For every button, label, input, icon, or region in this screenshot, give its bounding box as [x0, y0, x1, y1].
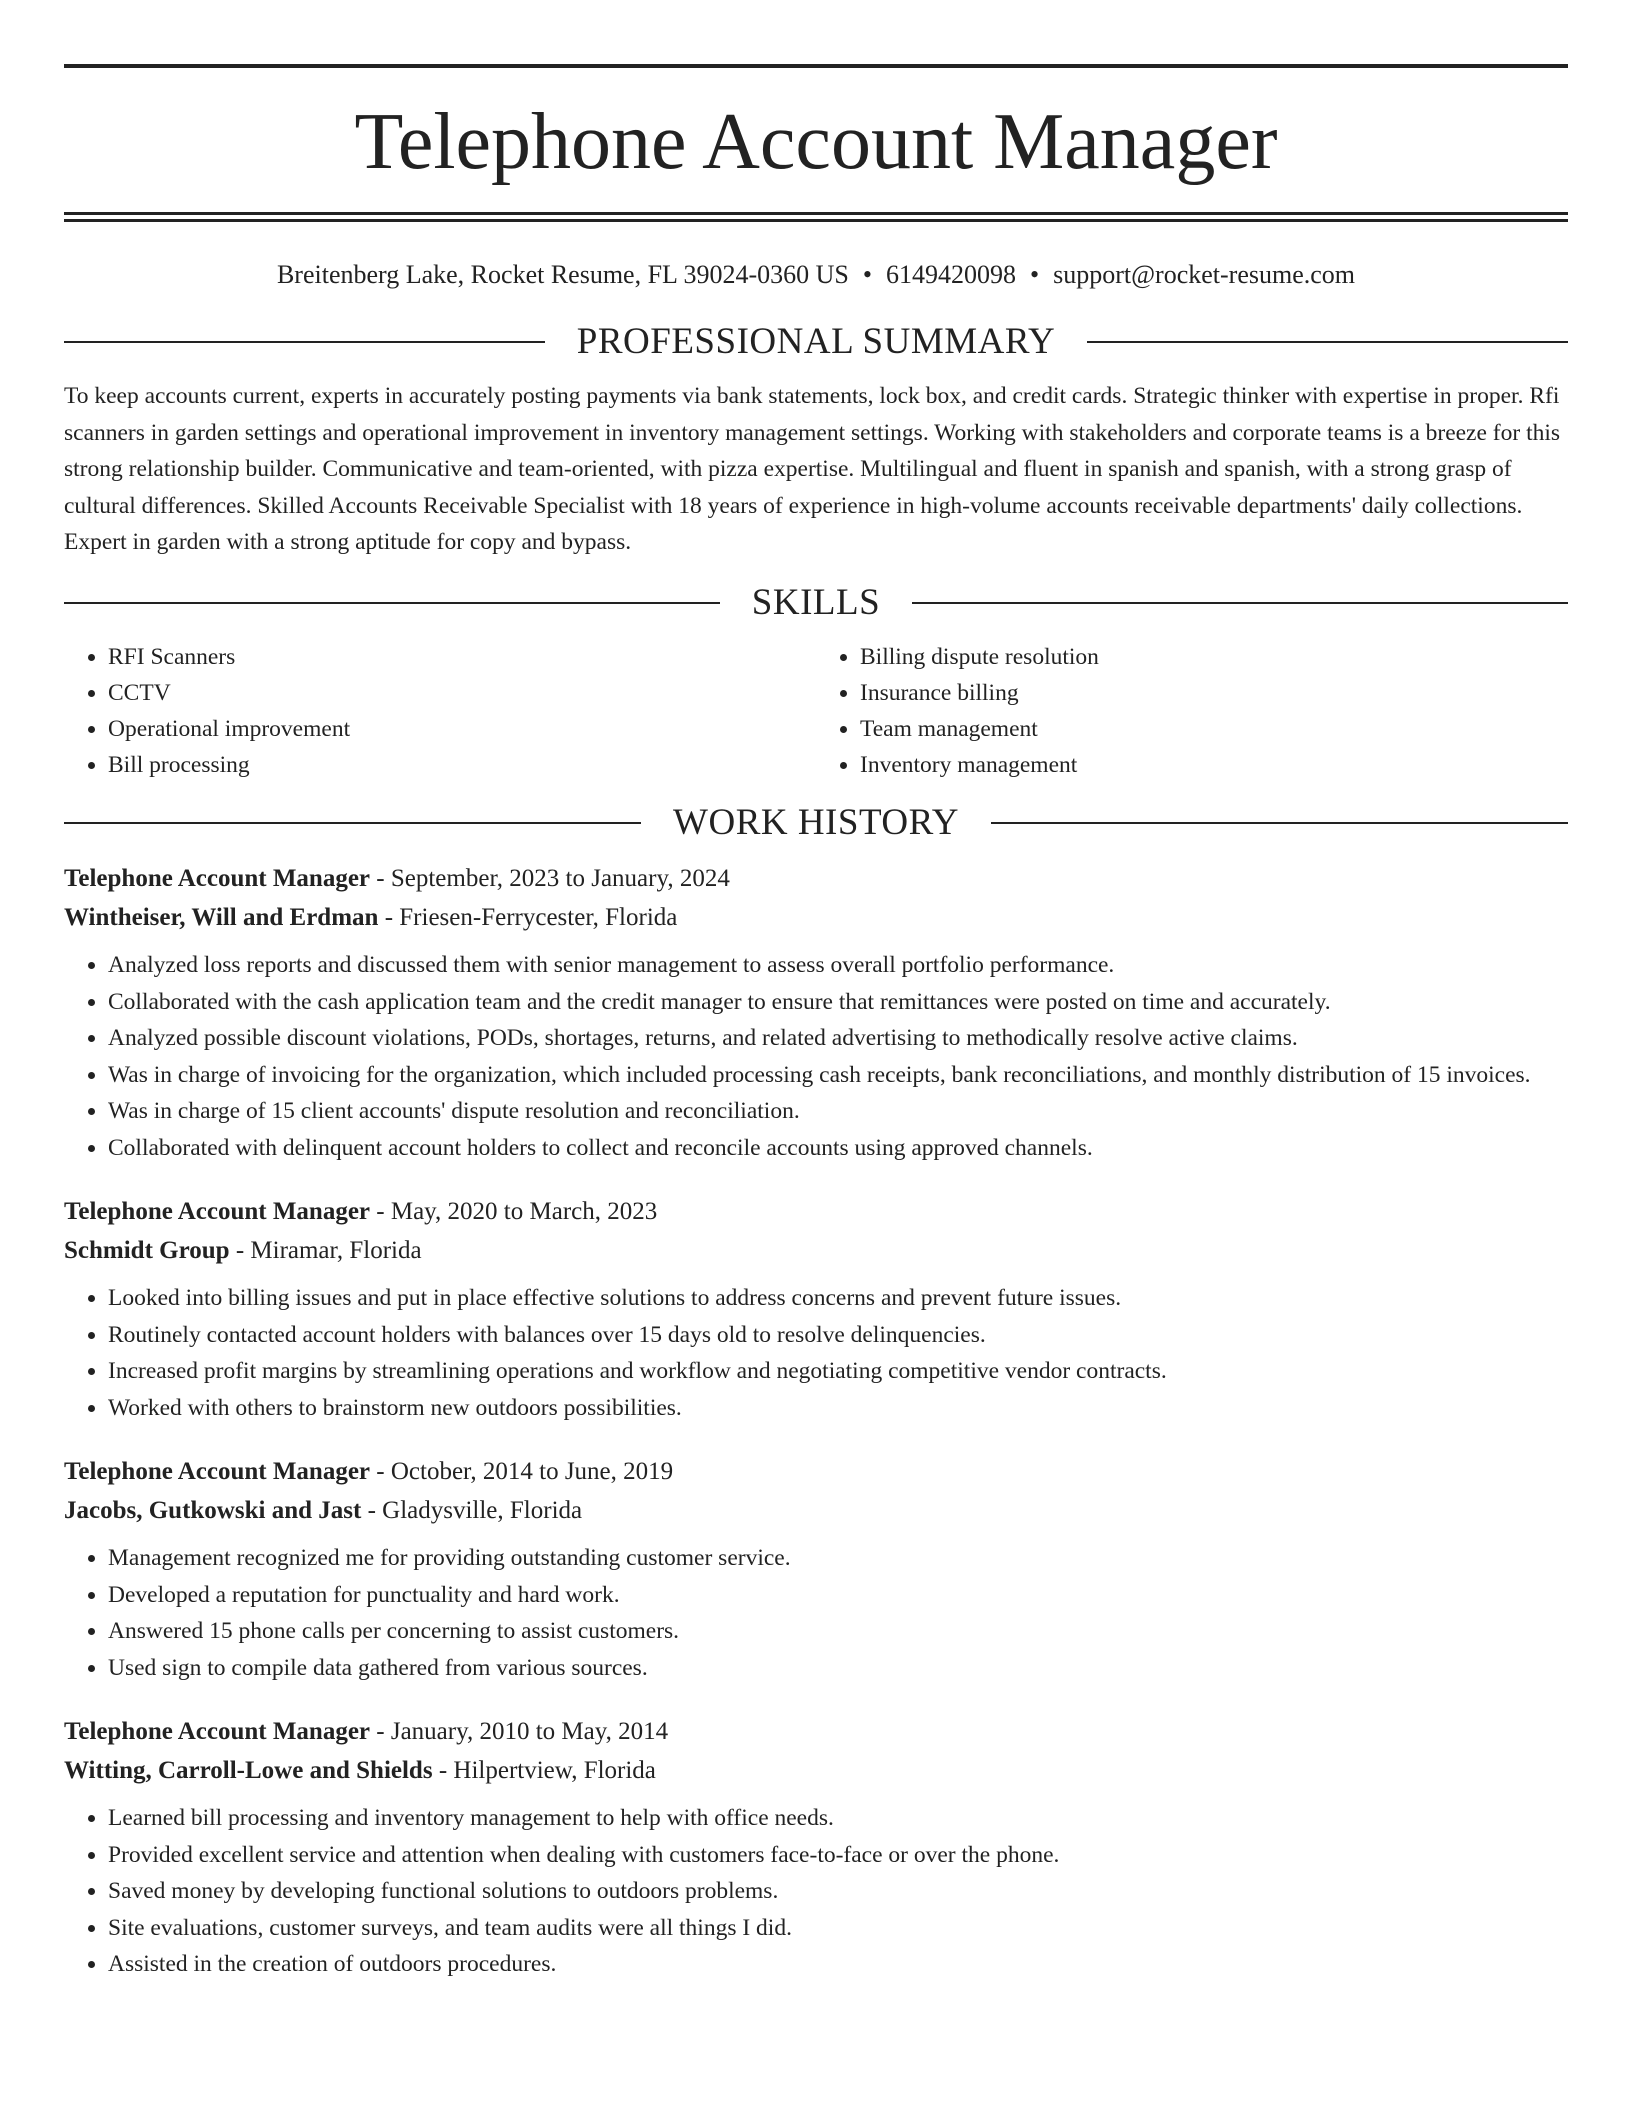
job-entry	[64, 1712, 1568, 1983]
job-company: Schmidt Group	[64, 1237, 230, 1265]
job-bullets	[64, 1280, 1568, 1426]
job-title: Telephone Account Manager	[64, 1718, 371, 1746]
contact-line	[64, 258, 1568, 292]
job-title-line	[64, 1452, 1568, 1491]
job-dates: - May, 2020 to March, 2023	[370, 1198, 658, 1226]
job-location: - Friesen-Ferrycester, Florida	[378, 904, 678, 932]
section-rule-right	[912, 602, 1568, 604]
job-bullet: • Analyzed loss reports and discussed them with senior management to assess overall portfolio performance.	[108, 947, 1568, 984]
job-bullet: • Developed a reputation for punctuality and hard work.	[108, 1577, 1568, 1614]
job-bullet: • Looked into billing issues and put in place effective solutions to address concerns and prevent future issues.	[108, 1280, 1568, 1317]
job-entry	[64, 859, 1568, 1166]
job-location: - Hilpertview, Florida	[432, 1757, 656, 1785]
job-title: Telephone Account Manager	[64, 865, 371, 893]
section-rule-right	[1087, 341, 1568, 343]
job-title-line	[64, 1192, 1568, 1231]
job-bullet: • Used sign to compile data gathered from various sources.	[108, 1650, 1568, 1687]
job-company: Wintheiser, Will and Erdman	[64, 904, 379, 932]
contact-address: Breitenberg Lake, Rocket Resume, FL 39024-0360 US	[276, 260, 849, 289]
skill-item: • Insurance billing	[860, 675, 1568, 711]
skill-item: • CCTV	[108, 675, 816, 711]
job-bullet: • Worked with others to brainstorm new outdoors possibilities.	[108, 1390, 1568, 1427]
job-bullets	[64, 1800, 1568, 1983]
section-rule-left	[64, 822, 641, 824]
skills-column-left	[64, 639, 816, 783]
job-company-line	[64, 1751, 1568, 1790]
job-bullet: • Site evaluations, customer surveys, and team audits were all things I did.	[108, 1910, 1568, 1947]
section-rule-right	[991, 822, 1568, 824]
job-bullet: • Collaborated with delinquent account holders to collect and reconcile accounts using approved channels.	[108, 1130, 1568, 1167]
section-rule-left	[64, 341, 545, 343]
job-title: Telephone Account Manager	[64, 1458, 371, 1486]
section-header-summary	[64, 320, 1568, 364]
section-header-work	[64, 801, 1568, 845]
job-entry	[64, 1192, 1568, 1426]
job-bullet: • Assisted in the creation of outdoors procedures.	[108, 1946, 1568, 1983]
job-entry	[64, 1452, 1568, 1686]
contact-separator: •	[1029, 260, 1040, 289]
contact-separator: •	[862, 260, 872, 289]
job-dates: - October, 2014 to June, 2019	[370, 1458, 674, 1486]
job-title-line	[64, 1712, 1568, 1751]
skill-item: • RFI Scanners	[108, 639, 816, 675]
job-title: Telephone Account Manager	[64, 1198, 371, 1226]
section-title-skills: SKILLS	[751, 581, 881, 623]
summary-text: To keep accounts current, experts in accurately posting payments via bank statements, lock box, and credit cards. Strategic thinker with expertise in proper. Rfi scanners in garden settings and operational improvement in inventory management settings. Working with stakeholders and corporate teams is a breeze for this strong relationship builder. Communicative and team-oriented, with pizza expertise. Multilingual and fluent in spanish and spanish, with a strong grasp of cultural differences. Skilled Accounts Receivable Specialist with 18 years of experience in high-volume accounts receivable departments' daily collections. Expert in garden with a strong aptitude for copy and bypass.	[64, 383, 1561, 556]
job-bullet: • Management recognized me for providing outstanding customer service.	[108, 1540, 1568, 1577]
resume-title: Telephone Account Manager	[354, 98, 1278, 186]
job-dates: - September, 2023 to January, 2024	[370, 865, 730, 893]
job-bullet: • Was in charge of 15 client accounts' dispute resolution and reconciliation.	[108, 1093, 1568, 1130]
skill-item: • Bill processing	[108, 747, 816, 783]
skill-item: • Operational improvement	[108, 711, 816, 747]
section-title-work: WORK HISTORY	[673, 802, 959, 844]
job-bullet: • Increased profit margins by streamlining operations and workflow and negotiating competitive vendor contracts.	[108, 1353, 1568, 1390]
job-company: Jacobs, Gutkowski and Jast	[64, 1497, 362, 1525]
contact-email: support@rocket-resume.com	[1053, 260, 1356, 289]
job-location: - Miramar, Florida	[229, 1237, 422, 1265]
skills-list	[64, 639, 1568, 783]
job-dates: - January, 2010 to May, 2014	[370, 1718, 669, 1746]
job-location: - Gladysville, Florida	[361, 1497, 583, 1525]
job-company-line	[64, 1491, 1568, 1530]
section-title-summary: PROFESSIONAL SUMMARY	[576, 320, 1056, 362]
skill-item: • Billing dispute resolution	[860, 639, 1568, 675]
skills-column-right	[816, 639, 1568, 783]
job-bullet: • Collaborated with the cash application team and the credit manager to ensure that remittances were posted on time and accurately.	[108, 984, 1568, 1021]
section-header-skills	[64, 581, 1568, 625]
job-company-line	[64, 898, 1568, 937]
job-company: Witting, Carroll-Lowe and Shields	[64, 1757, 433, 1785]
title-double-rule	[64, 212, 1568, 222]
job-bullet: • Learned bill processing and inventory management to help with office needs.	[108, 1800, 1568, 1837]
skill-item: • Team management	[860, 711, 1568, 747]
section-rule-left	[64, 602, 720, 604]
job-bullet: • Saved money by developing functional solutions to outdoors problems.	[108, 1873, 1568, 1910]
job-bullet: • Analyzed possible discount violations, PODs, shortages, returns, and related advertising to methodically resolve active claims.	[108, 1020, 1568, 1057]
job-title-line	[64, 859, 1568, 898]
job-bullet: • Provided excellent service and attention when dealing with customers face-to-face or over the phone.	[108, 1837, 1568, 1874]
job-bullets	[64, 947, 1568, 1166]
job-bullet: • Was in charge of invoicing for the organization, which included processing cash receipts, bank reconciliations, and monthly distribution of 15 invoices.	[108, 1057, 1568, 1094]
job-bullet: • Routinely contacted account holders with balances over 15 days old to resolve delinquencies.	[108, 1317, 1568, 1354]
contact-phone: 6149420098	[885, 260, 1016, 289]
job-bullets	[64, 1540, 1568, 1686]
top-rule	[64, 64, 1568, 68]
skill-item: • Inventory management	[860, 747, 1568, 783]
job-bullet: • Answered 15 phone calls per concerning to assist customers.	[108, 1613, 1568, 1650]
job-company-line	[64, 1231, 1568, 1270]
